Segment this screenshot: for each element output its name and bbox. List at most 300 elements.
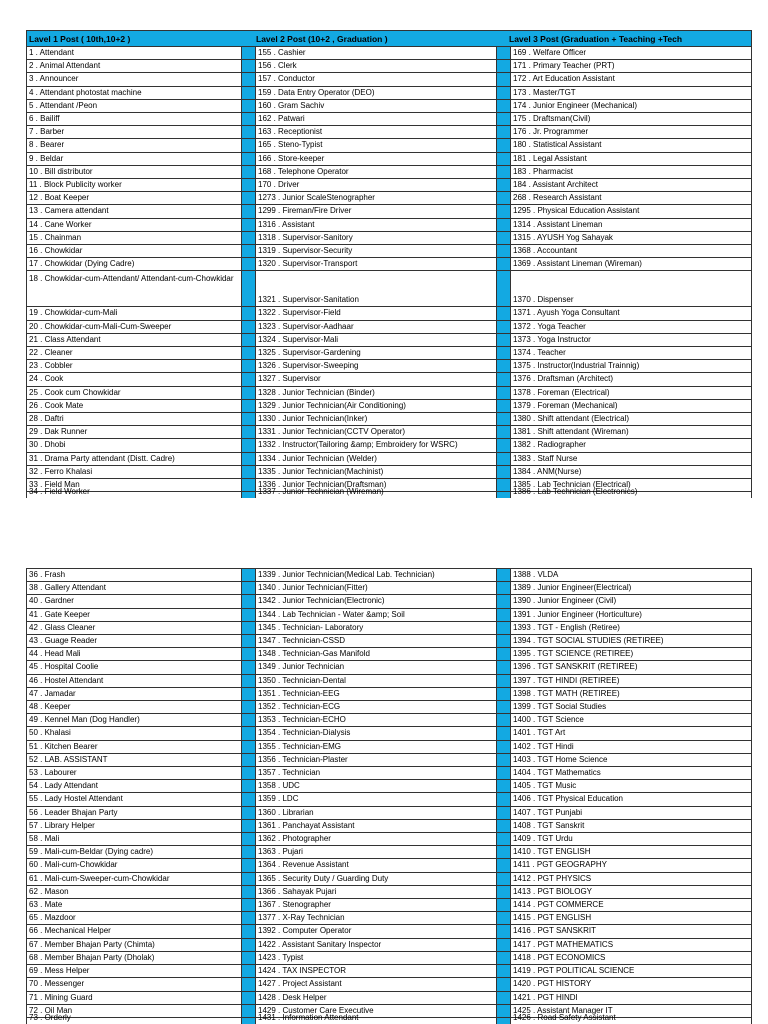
column-separator: [496, 1005, 511, 1017]
column-separator: [496, 307, 511, 319]
table-cell-level-3: 176 . Jr. Programmer: [513, 127, 589, 137]
table-row: [27, 258, 751, 271]
table-row: [27, 912, 751, 925]
table-cell-level-1: 6 . Bailiff: [29, 114, 60, 124]
column-separator: [496, 688, 511, 700]
table-cell-level-1: 36 . Frash: [29, 570, 66, 579]
column-separator: [241, 373, 256, 385]
column-separator: [241, 925, 256, 937]
column-separator: [241, 47, 256, 59]
table-cell-level-2: 1392 . Computer Operator: [258, 926, 352, 936]
table-cell-level-1: 18 . Chowkidar-cum-Attendant/ Attendant-cum-Chowkidar: [29, 274, 234, 284]
column-separator: [241, 387, 256, 399]
column-separator: [496, 965, 511, 977]
column-separator: [241, 675, 256, 687]
table-cell-level-3: 1404 . TGT Mathematics: [513, 768, 601, 778]
table-cell-level-2: 162 . Patwari: [258, 114, 305, 124]
column-separator: [496, 439, 511, 451]
column-separator: [496, 661, 511, 673]
column-separator: [241, 347, 256, 359]
table-cell-level-2: 1377 . X-Ray Technician: [258, 913, 345, 923]
table-row: [27, 846, 751, 859]
table-cell-level-1: 70 . Messenger: [29, 979, 85, 989]
table-row: [27, 113, 751, 126]
column-separator: [496, 205, 511, 217]
table-cell-level-1: 11 . Block Publicity worker: [29, 180, 122, 190]
table-cell-level-3: 1416 . PGT SANSKRIT: [513, 926, 596, 936]
table-cell-level-1: 66 . Mechanical Helper: [29, 926, 111, 936]
table-cell-level-3: 1386 . Lab Technician (Electronics): [513, 487, 638, 497]
column-separator: [496, 479, 511, 491]
table-cell-level-2: 168 . Telephone Operator: [258, 166, 349, 176]
table-cell-level-1: 17 . Chowkidar (Dying Cadre): [29, 259, 135, 269]
column-separator: [241, 360, 256, 372]
table-cell-level-3: 1374 . Teacher: [513, 348, 566, 358]
table-row: [27, 100, 751, 113]
table-cell-level-3: 181 . Legal Assistant: [513, 153, 587, 163]
table-cell-level-3: 1406 . TGT Physical Education: [513, 794, 623, 804]
table-cell-level-3: 268 . Research Assistant: [513, 193, 602, 203]
table-cell-level-1: 33 . Field Man: [29, 480, 80, 490]
table-cell-level-1: 38 . Gallery Attendant: [29, 583, 106, 593]
column-separator: [496, 113, 511, 125]
table-row: [27, 569, 751, 582]
column-separator: [241, 334, 256, 346]
table-cell-level-3: 1398 . TGT MATH (RETIREE): [513, 688, 620, 698]
table-row: [27, 635, 751, 648]
table-cell-level-2: 163 . Receptionist: [258, 127, 323, 137]
column-separator: [496, 47, 511, 59]
table-cell-level-3: 1411 . PGT GEOGRAPHY: [513, 860, 607, 870]
column-separator: [496, 939, 511, 951]
table-cell-level-1: 63 . Mate: [29, 900, 63, 910]
table-cell-level-3: 1410 . TGT ENGLISH: [513, 847, 591, 857]
table-cell-level-2: 1428 . Desk Helper: [258, 992, 327, 1002]
table-row: [27, 939, 751, 952]
column-separator: [496, 73, 511, 85]
table-cell-level-2: 1357 . Technician: [258, 768, 321, 778]
table-cell-level-3: 1403 . TGT Home Science: [513, 754, 608, 764]
table-row: [27, 47, 751, 60]
table-cell-level-2: 1342 . Junior Technician(Electronic): [258, 596, 385, 606]
column-separator: [496, 952, 511, 964]
table-row: [27, 714, 751, 727]
table-cell-level-3: 1421 . PGT HINDI: [513, 992, 578, 1002]
table-cell-level-3: 1372 . Yoga Teacher: [513, 321, 586, 331]
table-cell-level-2: 1320 . Supervisor-Transport: [258, 259, 358, 269]
column-separator: [241, 939, 256, 951]
table-cell-level-1: 16 . Chowkidar: [29, 246, 83, 256]
table-row: [27, 807, 751, 820]
table-cell-level-3: 171 . Primary Teacher (PRT): [513, 61, 615, 71]
column-separator: [496, 912, 511, 924]
column-separator: [496, 100, 511, 112]
table-cell-level-1: 59 . Mali-cum-Beldar (Dying cadre): [29, 847, 154, 857]
table-cell-level-2: 1335 . Junior Technician(Machinist): [258, 466, 384, 476]
table-cell-level-3: 1390 . Junior Engineer (Civil): [513, 596, 617, 606]
table-cell-level-3: 1315 . AYUSH Yog Sahayak: [513, 232, 613, 242]
table-cell-level-3: 1369 . Assistant Lineman (Wireman): [513, 259, 642, 269]
column-separator: [241, 912, 256, 924]
table-cell-level-1: 5 . Attendant /Peon: [29, 100, 98, 110]
table-cell-level-3: 172 . Art Education Assistant: [513, 74, 615, 84]
column-separator: [496, 192, 511, 204]
table-cell-level-1: 9 . Beldar: [29, 153, 64, 163]
table-cell-level-2: 1353 . Technician-ECHO: [258, 715, 346, 725]
table-row: [27, 595, 751, 608]
table-cell-level-1: 44 . Head Mali: [29, 649, 81, 659]
table-cell-level-2: 1340 . Junior Technician(Fitter): [258, 583, 368, 593]
table-cell-level-1: 7 . Barber: [29, 127, 65, 137]
column-separator: [241, 727, 256, 739]
table-cell-level-2: 1328 . Junior Technician (Binder): [258, 387, 375, 397]
table-cell-level-1: 56 . Leader Bhajan Party: [29, 807, 118, 817]
table-row: [27, 873, 751, 886]
column-separator: [241, 153, 256, 165]
table-row: [27, 400, 751, 413]
table-row: [27, 360, 751, 373]
column-separator: [496, 833, 511, 845]
column-separator: [241, 820, 256, 832]
table-cell-level-3: 1417 . PGT MATHEMATICS: [513, 939, 614, 949]
column-separator: [496, 886, 511, 898]
column-separator: [496, 153, 511, 165]
column-separator: [496, 820, 511, 832]
column-separator: [241, 622, 256, 634]
table-cell-level-3: 1413 . PGT BIOLOGY: [513, 886, 592, 896]
table-cell-level-2: 1347 . Technician-CSSD: [258, 636, 346, 646]
table-cell-level-3: 1419 . PGT POLITICAL SCIENCE: [513, 966, 635, 976]
table-row: [27, 925, 751, 938]
table-cell-level-2: 1358 . UDC: [258, 781, 300, 791]
column-separator: [496, 675, 511, 687]
table-cell-level-1: 15 . Chainman: [29, 232, 82, 242]
column-separator: [241, 31, 254, 46]
table-cell-level-3: 1396 . TGT SANSKRIT (RETIREE): [513, 662, 638, 672]
table-row: [27, 153, 751, 166]
column-separator: [241, 205, 256, 217]
table-cell-level-1: 67 . Member Bhajan Party (Chimta): [29, 939, 155, 949]
table-cell-level-1: 54 . Lady Attendant: [29, 781, 98, 791]
table-cell-level-1: 65 . Mazdoor: [29, 913, 76, 923]
column-separator: [241, 754, 256, 766]
table-cell-level-2: 165 . Steno-Typist: [258, 140, 323, 150]
column-separator: [496, 859, 511, 871]
table-cell-level-1: 4 . Attendant photostat machine: [29, 87, 142, 97]
table-row: [27, 60, 751, 73]
column-separator: [496, 271, 511, 306]
table-cell-level-3: 1400 . TGT Science: [513, 715, 584, 725]
column-separator: [241, 258, 256, 270]
column-separator: [496, 60, 511, 72]
table-cell-level-3: 1380 . Shift attendant (Electrical): [513, 414, 630, 424]
table-cell-level-3: 1418 . PGT ECONOMICS: [513, 952, 606, 962]
table-cell-level-3: 1395 . TGT SCIENCE (RETIREE): [513, 649, 634, 659]
column-separator: [241, 73, 256, 85]
column-separator: [496, 139, 511, 151]
table-cell-level-2: 1326 . Supervisor-Sweeping: [258, 361, 359, 371]
column-separator: [241, 232, 256, 244]
table-cell-level-1: 29 . Dak Runner: [29, 427, 88, 437]
table-row: [27, 609, 751, 622]
table-cell-level-3: 180 . Statistical Assistant: [513, 140, 602, 150]
table-cell-level-2: 1429 . Customer Care Executive: [258, 1005, 374, 1015]
table-cell-level-2: 1422 . Assistant Sanitary Inspector: [258, 939, 382, 949]
table-row: [27, 321, 751, 334]
table-cell-level-3: 183 . Pharmacist: [513, 166, 574, 176]
column-separator: [496, 978, 511, 990]
column-separator: [496, 793, 511, 805]
column-separator: [496, 648, 511, 660]
column-separator: [241, 793, 256, 805]
table-cell-level-1: 69 . Mess Helper: [29, 966, 90, 976]
column-separator: [241, 400, 256, 412]
table-cell-level-2: 1319 . Supervisor-Security: [258, 246, 353, 256]
table-cell-level-3: 1408 . TGT Sanskrit: [513, 820, 585, 830]
column-separator: [496, 258, 511, 270]
table-cell-level-3: 1378 . Foreman (Electrical): [513, 387, 610, 397]
table-cell-level-3: 1412 . PGT PHYSICS: [513, 873, 592, 883]
header-level-3: Lavel 3 Post (Graduation + Teaching +Tech: [509, 34, 683, 44]
table-cell-level-2: 1322 . Supervisor-Field: [258, 308, 341, 318]
table-row: [27, 87, 751, 100]
table-cell-level-3: 1314 . Assistant Lineman: [513, 219, 603, 229]
column-separator: [241, 780, 256, 792]
table-row: [27, 271, 751, 307]
column-separator: [241, 965, 256, 977]
column-separator: [496, 609, 511, 621]
table-row: [27, 192, 751, 205]
column-separator: [496, 126, 511, 138]
column-separator: [496, 701, 511, 713]
table-row: [27, 73, 751, 86]
table-cell-level-3: 1401 . TGT Art: [513, 728, 566, 738]
column-separator: [496, 992, 511, 1004]
table-cell-level-1: 30 . Dhobi: [29, 440, 66, 450]
table-cell-level-3: 1295 . Physical Education Assistant: [513, 206, 640, 216]
table-cell-level-3: 1381 . Shift attendant (Wireman): [513, 427, 629, 437]
table-row: [27, 439, 751, 452]
table-row: [27, 139, 751, 152]
table-cell-level-2: 1273 . Junior ScaleStenographer: [258, 193, 375, 203]
column-separator: [241, 166, 256, 178]
column-separator: [241, 859, 256, 871]
table-cell-level-2: 166 . Store-keeper: [258, 153, 325, 163]
column-separator: [241, 179, 256, 191]
table-row: [27, 1012, 751, 1024]
table-cell-level-2: 1359 . LDC: [258, 794, 299, 804]
table-cell-level-2: 1348 . Technician-Gas Manifold: [258, 649, 370, 659]
table-cell-level-3: 1407 . TGT Punjabi: [513, 807, 583, 817]
column-separator: [496, 466, 511, 478]
table-cell-level-2: 1363 . Pujari: [258, 847, 303, 857]
table-cell-level-3: 1388 . VLDA: [513, 570, 559, 579]
table-cell-level-2: 1356 . Technician-Plaster: [258, 754, 348, 764]
table-cell-level-2: 1334 . Junior Technician (Welder): [258, 453, 377, 463]
column-separator: [241, 466, 256, 478]
table-cell-level-3: 175 . Draftsman(Civil): [513, 114, 591, 124]
column-separator: [241, 767, 256, 779]
table-row: [27, 992, 751, 1005]
column-separator: [241, 992, 256, 1004]
table-cell-level-2: 1424 . TAX INSPECTOR: [258, 966, 347, 976]
table-cell-level-2: 1337 . Junior Technician (Wireman): [258, 487, 384, 497]
table-cell-level-3: 1414 . PGT COMMERCE: [513, 900, 604, 910]
table-row: [27, 675, 751, 688]
column-separator: [241, 661, 256, 673]
column-separator: [496, 714, 511, 726]
column-separator: [496, 780, 511, 792]
table-cell-level-2: 1331 . Junior Technician(CCTV Operator): [258, 427, 406, 437]
column-separator: [496, 741, 511, 753]
column-separator: [496, 413, 511, 425]
table-row: [27, 820, 751, 833]
table-row: [27, 886, 751, 899]
table-cell-level-2: 1330 . Junior Technician(Inker): [258, 414, 368, 424]
table-cell-level-1: 19 . Chowkidar-cum-Mali: [29, 308, 118, 318]
table-cell-level-2: 1427 . Project Assistant: [258, 979, 342, 989]
table-row: [27, 741, 751, 754]
table-cell-level-2: 1299 . Fireman/Fire Driver: [258, 206, 352, 216]
column-separator: [496, 400, 511, 412]
column-separator: [241, 952, 256, 964]
table-cell-level-3: 1373 . Yoga Instructor: [513, 334, 591, 344]
column-separator: [496, 873, 511, 885]
table-cell-level-2: 157 . Conductor: [258, 74, 315, 84]
table-cell-level-1: 24 . Cook: [29, 374, 64, 384]
table-cell-level-3: 1385 . Lab Technician (Electrical): [513, 480, 631, 490]
table-cell-level-2: 1321 . Supervisor-Sanitation: [258, 295, 359, 305]
table-cell-level-2: 1354 . Technician-Dialysis: [258, 728, 351, 738]
table-cell-level-1: 1 . Attendant: [29, 48, 74, 57]
column-separator: [496, 347, 511, 359]
table-cell-level-1: 50 . Khalasi: [29, 728, 71, 738]
column-separator: [241, 321, 256, 333]
table-cell-level-2: 1336 . Junior Technician(Draftsman): [258, 480, 387, 490]
column-separator: [496, 595, 511, 607]
table-cell-level-1: 22 . Cleaner: [29, 348, 73, 358]
column-separator: [496, 360, 511, 372]
table-cell-level-2: 1360 . Librarian: [258, 807, 314, 817]
column-separator: [241, 899, 256, 911]
table-cell-level-1: 31 . Drama Party attendant (Distt. Cadre): [29, 453, 175, 463]
table-cell-level-1: 28 . Daftri: [29, 414, 64, 424]
table-cell-level-2: 1325 . Supervisor-Gardening: [258, 348, 361, 358]
table-row: [27, 232, 751, 245]
table-cell-level-3: 1384 . ANM(Nurse): [513, 466, 582, 476]
column-separator: [496, 492, 511, 498]
table-row: [27, 466, 751, 479]
table-cell-level-3: 1426 . Road Safety Assistant: [513, 1012, 616, 1022]
column-separator: [241, 271, 256, 306]
column-separator: [241, 307, 256, 319]
table-cell-level-1: 47 . Jamadar: [29, 688, 76, 698]
table-cell-level-3: 1371 . Ayush Yoga Consultant: [513, 308, 620, 318]
table-row: [27, 179, 751, 192]
table-cell-level-2: 1423 . Typist: [258, 952, 304, 962]
table-cell-level-1: 41 . Gate Keeper: [29, 609, 90, 619]
table-cell-level-3: 1368 . Accountant: [513, 246, 578, 256]
column-separator: [241, 1018, 256, 1024]
table-cell-level-3: 1382 . Radiographer: [513, 440, 586, 450]
table-cell-level-1: 53 . Labourer: [29, 768, 77, 778]
table-cell-level-3: 1397 . TGT HINDI (RETIREE): [513, 675, 620, 685]
table-cell-level-1: 60 . Mali-cum-Chowkidar: [29, 860, 118, 870]
column-separator: [496, 387, 511, 399]
table-cell-level-2: 1364 . Revenue Assistant: [258, 860, 349, 870]
column-separator: [496, 754, 511, 766]
table-cell-level-2: 1329 . Junior Technician(Air Conditioning): [258, 400, 406, 410]
table-cell-level-2: 159 . Data Entry Operator (DEO): [258, 87, 375, 97]
table-row: [27, 334, 751, 347]
table-cell-level-1: 23 . Cobbler: [29, 361, 73, 371]
column-separator: [496, 582, 511, 594]
column-separator: [241, 701, 256, 713]
column-separator: [496, 767, 511, 779]
table-cell-level-1: 46 . Hostel Attendant: [29, 675, 104, 685]
table-cell-level-2: 1365 . Security Duty / Guarding Duty: [258, 873, 389, 883]
table-cell-level-2: 1362 . Photographer: [258, 834, 331, 844]
table-cell-level-2: 1332 . Instructor(Tailoring &amp; Embroidery for WSRC): [258, 440, 458, 450]
table-row: [27, 166, 751, 179]
table-cell-level-2: 1339 . Junior Technician(Medical Lab. Technician): [258, 570, 435, 579]
table-row: [27, 661, 751, 674]
table-cell-level-3: 1391 . Junior Engineer (Horticulture): [513, 609, 642, 619]
column-separator: [241, 219, 256, 231]
table-cell-level-2: 1367 . Stenographer: [258, 900, 331, 910]
table-cell-level-2: 1349 . Junior Technician: [258, 662, 345, 672]
table-cell-level-2: 1323 . Supervisor-Aadhaar: [258, 321, 354, 331]
table-row: [27, 767, 751, 780]
column-separator: [496, 635, 511, 647]
table-cell-level-1: 49 . Kennel Man (Dog Handler): [29, 715, 140, 725]
column-separator: [241, 126, 256, 138]
column-separator: [241, 886, 256, 898]
column-separator: [496, 219, 511, 231]
table-cell-level-1: 51 . Kitchen Bearer: [29, 741, 98, 751]
table-cell-level-1: 62 . Mason: [29, 886, 69, 896]
table-cell-level-1: 34 . Field Worker: [29, 487, 90, 497]
table-cell-level-3: 1425 . Assistant Manager IT: [513, 1005, 613, 1015]
table-cell-level-1: 40 . Gardner: [29, 596, 74, 606]
table-cell-level-1: 72 . Oil Man: [29, 1005, 73, 1015]
table-cell-level-3: 169 . Welfare Officer: [513, 48, 587, 57]
table-cell-level-2: 1344 . Lab Technician - Water &amp; Soil: [258, 609, 405, 619]
table-cell-level-2: 1318 . Supervisor-Sanitory: [258, 232, 353, 242]
column-separator: [496, 846, 511, 858]
table-cell-level-1: 25 . Cook cum Chowkidar: [29, 387, 121, 397]
column-separator: [241, 192, 256, 204]
column-separator: [496, 569, 511, 581]
column-separator: [241, 741, 256, 753]
table-cell-level-2: 1361 . Panchayat Assistant: [258, 820, 355, 830]
column-separator: [241, 609, 256, 621]
table-row: [27, 833, 751, 846]
table-cell-level-3: 1409 . TGT Urdu: [513, 834, 573, 844]
column-separator: [496, 87, 511, 99]
table-cell-level-2: 1316 . Assistant: [258, 219, 315, 229]
table-cell-level-3: 1379 . Foreman (Mechanical): [513, 400, 618, 410]
table-row: [27, 307, 751, 320]
table-cell-level-2: 1351 . Technician-EEG: [258, 688, 340, 698]
table-cell-level-1: 13 . Camera attendant: [29, 206, 109, 216]
post-table-part-2: [26, 568, 752, 1024]
table-cell-level-3: 174 . Junior Engineer (Mechanical): [513, 100, 638, 110]
table-row: [27, 622, 751, 635]
column-separator: [241, 453, 256, 465]
table-cell-level-1: 32 . Ferro Khalasi: [29, 466, 93, 476]
table-row: [27, 205, 751, 218]
